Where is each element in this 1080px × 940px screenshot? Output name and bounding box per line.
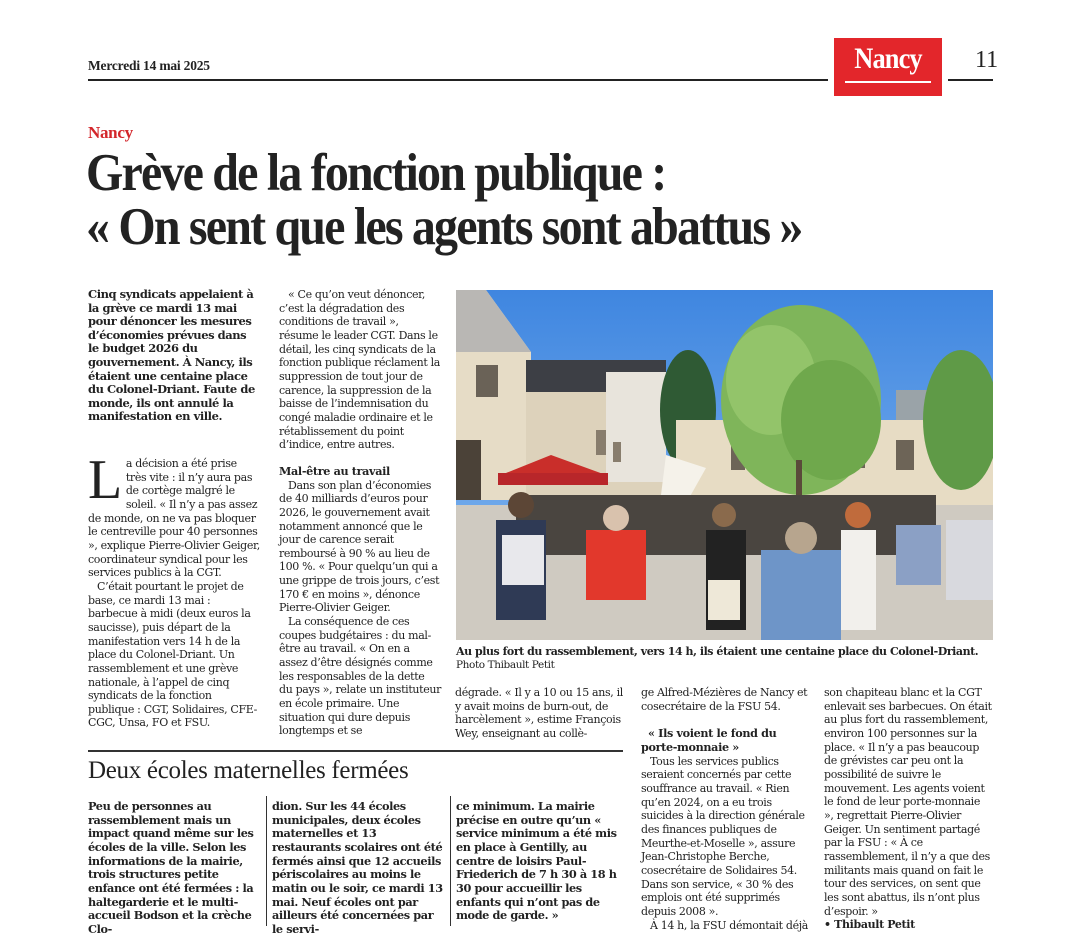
header-rule: [88, 79, 828, 81]
paragraph: À 14 h, la FSU démontait déjà: [650, 918, 808, 932]
photo-caption: Au plus fort du rassemblement, vers 14 h, ils étaient une centaine place du Colonel-Driant.: [456, 645, 979, 658]
paragraph: son chapiteau blanc et la CGT enlevait ses barbecues. On était au plus fort du rassemblement, environ 100 personnes sur la place. « Il n’y a pas beaucoup de grévistes car peu ont la possibilité de suivre le mouvement. Les agents voient le fond de leur porte-monnaie », regrettait Pierre-Olivier Geiger. Un sentiment partagé par la FSU : « À ce rassemblement, il n’y a que des militants mais quand on fait le tour des services, on sent que les sont abattus, ils n’ont plus d’espoir. »: [824, 686, 992, 918]
paragraph: Tous les services publics seraient concernés par cette souffrance au travail. « Rien qu’en 2024, on a eu trois suicides à la direction générale des finances publiques de Meurthe-et-Moselle », assure Jean-Christophe Berche, cosecrétaire de Solidaires 54. Dans son service, « 30 % des emplois ont été supprimés depuis 2008 ».: [641, 754, 805, 918]
intertitle: Mal-être au travail: [279, 463, 390, 478]
article-column-2: [279, 288, 441, 738]
article-column-1: [88, 449, 260, 730]
article-column-5: [824, 686, 992, 932]
sidebar-column-1: Peu de personnes au rassemblement mais un impact quand même sur les écoles de la ville. Selon les informations de la mairie, trois structures petite enfance ont été fermées : la haltegarderie et le multi-accueil Bodson et la crèche Clo-: [88, 799, 254, 936]
photo-credit: Photo Thibault Petit: [456, 659, 555, 671]
article-lead: Cinq syndicats appelaient à la grève ce mardi 13 mai pour dénoncer les mesures d’économies prévues dans le budget 2026 du gouvernement. À Nancy, ils étaient une centaine place du Colonel-Driant. Faute de monde, ils ont annulé la manifestation en ville.: [88, 287, 255, 424]
header-rule-right: [948, 79, 993, 81]
section-logo-underline: [845, 81, 931, 83]
author-signature: • Thibault Petit: [824, 918, 915, 932]
paragraph: La conséquence de ces coupes budgétaires : du mal-être au travail. « On en a assez d’être désignés comme les responsables de la dette du pays », relate un instituteur en école primaire. Une situation qui dure depuis longtemps et se: [279, 615, 442, 738]
intertitle: « Ils voient le fond du porte-monnaie »: [641, 726, 777, 754]
headline-line-2: « On sent que les agents sont abattus »: [86, 198, 802, 256]
paragraph: « Ce qu’on veut dénoncer, c’est la dégradation des conditions de travail », résume le leader CGT. Dans le détail, les cinq syndicats de la fonction publique réclament la suppression de tout jour de carence, la suppression de la baisse de l’indemnisation du congé maladie ordinaire et le rétablissement du point d’indice, entre autres.: [279, 288, 440, 452]
paragraph: C’était pourtant le projet de base, ce mardi 13 mai : barbecue à midi (deux euros la saucisse), puis départ de la manifestation vers 14 h de la place du Colonel-Driant. Un rassemblement et une grève nationale, à l’appel de cinq syndicats de la fonction publique : CGT, Solidaires, CFE-CGC, Unsa, FO et FSU.: [88, 579, 257, 730]
article-headline: [86, 146, 919, 254]
sidebar-title: Deux écoles maternelles fermées: [88, 757, 409, 784]
drop-cap: L: [88, 449, 122, 511]
headline-line-1: Grève de la fonction publique :: [86, 144, 666, 202]
protest-photo-illustration: [456, 290, 993, 640]
sidebar-rule: [88, 750, 623, 752]
article-column-4: [641, 686, 813, 932]
paragraph: dégrade. « Il y a 10 ou 15 ans, il y avait moins de burn-out, de harcèlement », estime François Wey, enseignant au collè-: [455, 686, 623, 740]
section-logo: [834, 38, 942, 96]
edition-date: Mercredi 14 mai 2025: [88, 58, 210, 73]
paragraph-text: a décision a été prise très vite : il n’y aura pas de cortège malgré le soleil. « Il n’y a pas assez de monde, on ne va pas bloquer le centreville pour 40 personnes », explique Pierre-Olivier Geiger, coordinateur syndical pour les services publics à la CGT.: [88, 457, 260, 580]
paragraph: [88, 449, 260, 580]
column-rule: [266, 796, 267, 926]
column-rule: [450, 796, 451, 926]
article-rubric: Nancy: [88, 123, 133, 142]
sidebar-column-3: ce minimum. La mairie précise en outre qu’un « service minimum a été mis en place à Gentilly, au centre de loisirs Paul-Friederich de 7 h 30 à 18 h 30 pour accueillir les enfants qui n’ont pas de mode de garde. »: [456, 799, 617, 923]
section-logo-text: Nancy: [854, 42, 922, 75]
article-column-3: [455, 686, 625, 741]
sidebar-column-2: dion. Sur les 44 écoles municipales, deux écoles maternelles et 13 restaurants scolaires ont été fermés ainsi que 12 accueils périscolaires au moins le matin ou le soir, ce mardi 13 mai. Neuf écoles ont par ailleurs été concernées par le servi-: [272, 799, 443, 936]
paragraph: Dans son plan d’économies de 40 milliards d’euros pour 2026, le gouvernement avait notamment annoncé que le jour de carence serait remboursé à 90 % au lieu de 100 %. « Pour quelqu’un qui a une grippe de trois jours, c’est 170 € en moins », dénonce Pierre-Olivier Geiger.: [279, 478, 440, 615]
page-number: 11: [975, 47, 999, 73]
paragraph: ge Alfred-Mézières de Nancy et cosecrétaire de la FSU 54.: [641, 686, 808, 713]
article-photo: [456, 290, 993, 640]
